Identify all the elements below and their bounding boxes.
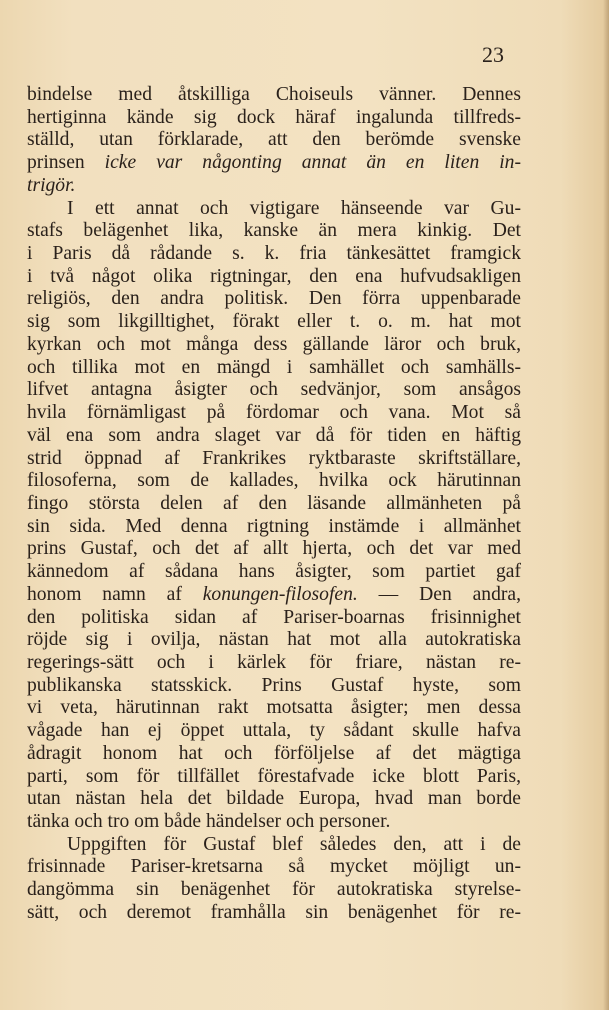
text-line: prins Gustaf, och det af allt hjerta, och det var med bbox=[27, 538, 521, 560]
text-line: ådragit honom hat och förföljelse af det mägtiga bbox=[27, 742, 521, 764]
text-line: publikanska statsskick. Prins Gustaf hyste, som bbox=[27, 674, 521, 696]
text-line: parti, som för tillfället förestafvade icke blott Paris, bbox=[27, 765, 521, 787]
text-line: honom namn af konungen-filosofen. — Den andra, bbox=[27, 583, 521, 605]
text-line: väl ena som andra slaget var då för tiden en häftig bbox=[27, 424, 521, 446]
text-line: filosoferna, som de kallades, hvilka ock härutinnan bbox=[27, 470, 521, 492]
body-text bbox=[27, 84, 521, 925]
text-line: och tillika mot en mängd i samhället och samhälls- bbox=[27, 356, 521, 378]
text-line: religiös, den andra politisk. Den förra uppenbarade bbox=[27, 288, 521, 310]
text-line: regerings-sätt och i kärlek för friare, nästan re- bbox=[27, 651, 521, 673]
text-line: sin sida. Med denna rigtning instämde i allmänhet bbox=[27, 515, 521, 537]
text-line: utan nästan hela det bildade Europa, hvad man borde bbox=[27, 788, 521, 810]
text-line: kyrkan och mot många dess gällande läror och bruk, bbox=[27, 333, 521, 355]
text-line: röjde sig i ovilja, nästan hat mot alla autokratiska bbox=[27, 629, 521, 651]
text-line: hvila förnämligast på fördomar och vana. Mot så bbox=[27, 402, 521, 424]
text-line: i två något olika rigtningar, den ena hufvudsakligen bbox=[27, 265, 521, 287]
paragraph-start-line: I ett annat och vigtigare hänseende var Gu- bbox=[67, 197, 521, 219]
text-line: hertiginna kände sig dock häraf ingalunda tillfreds- bbox=[27, 106, 521, 128]
text-line: i Paris då rådande s. k. fria tänkesättet framgick bbox=[27, 243, 521, 265]
text-line: strid öppnad af Frankrikes ryktbaraste skriftställare, bbox=[27, 447, 521, 469]
italic-phrase: trigör. bbox=[27, 174, 76, 196]
text-line: kännedom af sådana hans åsigter, som partiet gaf bbox=[27, 561, 521, 583]
text-line: dangömma sin benägenhet för autokratiska styrelse- bbox=[27, 879, 521, 901]
italic-phrase: icke var någonting annat än en liten in- bbox=[104, 152, 521, 174]
text-line: vågade han ej öppet uttala, ty sådant skulle hafva bbox=[27, 720, 521, 742]
text-line: ställd, utan förklarade, att den berömde svenske bbox=[27, 129, 521, 151]
text-line: fingo största delen af den läsande allmänheten på bbox=[27, 492, 521, 514]
page-number: 23 bbox=[482, 42, 504, 67]
text-line: prinsen icke var någonting annat än en liten in- bbox=[27, 152, 521, 174]
text-line: tänka och tro om både händelser och personer. bbox=[27, 811, 391, 832]
text-line: den politiska sidan af Pariser-boarnas frisinnighet bbox=[27, 606, 521, 628]
text-line: stafs belägenhet lika, kanske än mera kinkig. Det bbox=[27, 220, 521, 242]
text-line: sätt, och deremot framhålla sin benägenhet för re- bbox=[27, 901, 521, 923]
text-line: vi veta, härutinnan rakt motsatta åsigter; men dessa bbox=[27, 697, 521, 719]
paragraph-start-line: Uppgiften för Gustaf blef således den, att i de bbox=[67, 833, 521, 855]
italic-phrase: konungen-filosofen. bbox=[202, 583, 358, 605]
page-edge-shadow bbox=[603, 0, 609, 1010]
text-line: frisinnade Pariser-kretsarna så mycket möjligt un- bbox=[27, 856, 521, 878]
text-line bbox=[27, 175, 521, 198]
text-line: sig som likgilltighet, förakt eller t. o. m. hat mot bbox=[27, 311, 521, 333]
text-line: lifvet antagna åsigter och sedvänjor, som ansågos bbox=[27, 379, 521, 401]
text-line: bindelse med åtskilliga Choiseuls vänner. Dennes bbox=[27, 84, 521, 105]
